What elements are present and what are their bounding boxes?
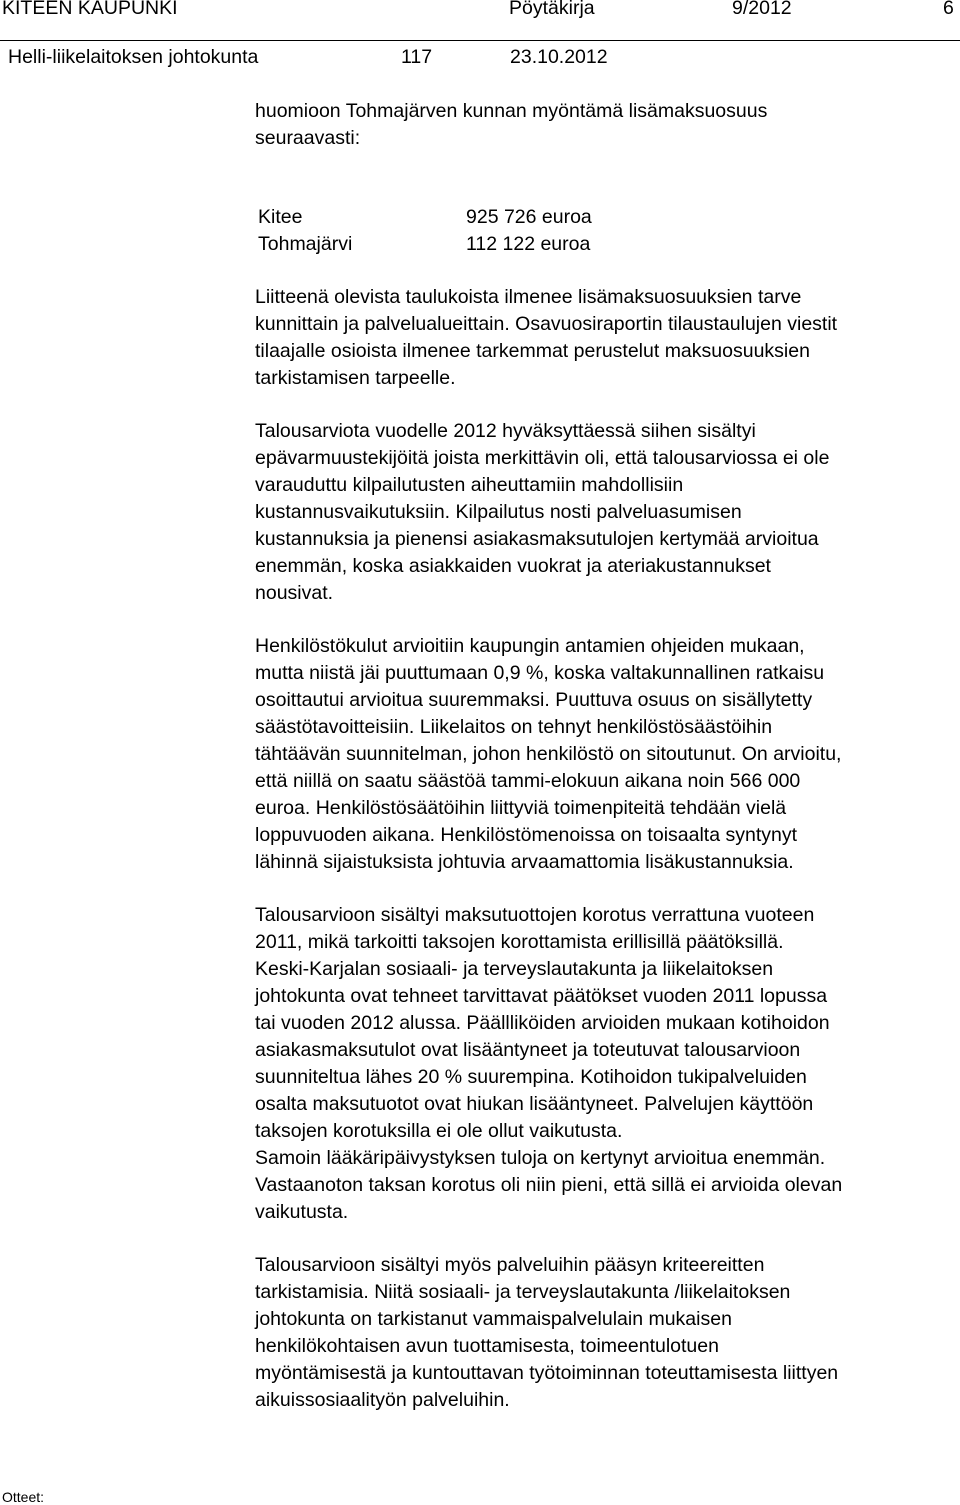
text-line: johtokunta on tarkistanut vammaispalvelulain mukaisen — [255, 1308, 732, 1330]
section-number: 117 — [401, 46, 433, 68]
meeting-date: 23.10.2012 — [510, 46, 608, 68]
doc-type: Pöytäkirja — [509, 0, 595, 19]
paragraph-2 — [255, 418, 955, 607]
amount-value: 112 122 euroa — [466, 233, 591, 255]
municipality-name: Tohmajärvi — [258, 233, 353, 255]
text-line: epävarmuustekijöitä joista merkittävin oli, että talousarviossa ei ole — [255, 447, 830, 469]
text-line: tilaajalle osioista ilmenee tarkemmat perustelut maksuosuuksien — [255, 340, 810, 362]
text-line: kunnittain ja palvelualueittain. Osavuosiraportin tilaustaulujen viestit — [255, 313, 838, 335]
text-line: osoittautui arvioitua suuremmaksi. Puuttuva osuus on sisällytetty — [255, 689, 813, 711]
text-line: Talousarvioon sisältyi maksutuottojen korotus verrattuna vuoteen — [255, 904, 815, 926]
org-name: KITEEN KAUPUNKI — [2, 0, 178, 19]
text-line: loppuvuoden aikana. Henkilöstömenoissa on toisaalta syntynyt — [255, 824, 798, 846]
governing-body: Helli-liikelaitoksen johtokunta — [8, 46, 259, 68]
text-line: Keski-Karjalan sosiaali- ja terveyslautakunta ja liikelaitoksen — [255, 958, 774, 980]
text-line: Liitteenä olevista taulukoista ilmenee lisämaksuosuuksien tarve — [255, 286, 802, 308]
paragraph-5 — [255, 1252, 955, 1414]
text-line: johtokunta ovat tehneet tarvittavat päätökset vuoden 2011 lopussa — [255, 985, 828, 1007]
text-line: tai vuoden 2012 alussa. Päällliköiden arvioiden mukaan kotihoidon — [255, 1012, 830, 1034]
paragraph-3 — [255, 633, 955, 876]
text-line: tarkistamisen tarpeelle. — [255, 367, 456, 389]
text-line: henkilökohtaisen avun tuottamisesta, toimeentulotuen — [255, 1335, 719, 1357]
paragraph-1 — [255, 284, 955, 392]
text-line: kustannuksia ja pienensi asiakasmaksutulojen kertymää arvioitua — [255, 528, 819, 550]
municipality-name: Kitee — [258, 206, 303, 228]
text-line: kustannusvaikutuksiin. Kilpailutus nosti palveluasumisen — [255, 501, 742, 523]
amount-table — [255, 204, 955, 258]
text-line: vaikutusta. — [255, 1201, 349, 1223]
amount-value: 925 726 euroa — [466, 206, 592, 228]
text-line: Talousarvioon sisältyi myös palveluihin pääsyn kriteereitten — [255, 1254, 765, 1276]
page-number: 6 — [943, 0, 954, 19]
text-line: mutta niistä jäi puuttumaan 0,9 %, koska valtakunnallinen ratkaisu — [255, 662, 825, 684]
table-row — [255, 204, 955, 231]
table-row — [255, 231, 955, 258]
document-body — [255, 98, 955, 1414]
text-line: enemmän, koska asiakkaiden vuokrat ja ateriakustannukset — [255, 555, 771, 577]
paragraph-4 — [255, 902, 955, 1226]
text-line: asiakasmaksutulot ovat lisääntyneet ja toteutuvat talousarvioon — [255, 1039, 801, 1061]
footer-label: Otteet: — [2, 1489, 45, 1505]
text-line: tähtäävän suunnitelman, johon henkilöstö on sitoutunut. On arvioitu, — [255, 743, 842, 765]
text-line: myöntämisestä ja kuntouttavan työtoiminnan toteuttamisesta liittyen — [255, 1362, 839, 1384]
doc-number: 9/2012 — [732, 0, 792, 19]
text-line: että niillä on saatu säästöä tammi-elokuun aikana noin 566 000 — [255, 770, 801, 792]
text-line: osalta maksutuotot ovat hiukan lisääntyneet. Palvelujen käyttöön — [255, 1093, 814, 1115]
text-line: seuraavasti: — [255, 127, 361, 149]
text-line: euroa. Henkilöstösäätöihin liittyviä toimenpiteitä tehdään vielä — [255, 797, 787, 819]
text-line: nousivat. — [255, 582, 334, 604]
text-line: taksojen korotuksilla ei ole ollut vaikutusta. — [255, 1120, 623, 1142]
text-line: 2011, mikä tarkoitti taksojen korottamista erillisillä päätöksillä. — [255, 931, 784, 953]
text-line: tarkistamisia. Niitä sosiaali- ja terveyslautakunta /liikelaitoksen — [255, 1281, 791, 1303]
text-line: Samoin lääkäripäivystyksen tuloja on kertynyt arvioitua enemmän. — [255, 1147, 826, 1169]
text-line: suunniteltua lähes 20 % suurempina. Kotihoidon tukipalveluiden — [255, 1066, 807, 1088]
text-line: lähinnä sijaistuksista johtuvia arvaamattomia lisäkustannuksia. — [255, 851, 794, 873]
text-line: säästötavoitteisiin. Liikelaitos on tehnyt henkilöstösäästöihin — [255, 716, 773, 738]
intro-paragraph — [255, 98, 955, 152]
text-line: Talousarviota vuodelle 2012 hyväksyttäessä siihen sisältyi — [255, 420, 756, 442]
text-line: Vastaanoton taksan korotus oli niin pieni, että sillä ei arvioida olevan — [255, 1174, 843, 1196]
header-divider — [0, 40, 960, 41]
text-line: varauduttu kilpailutusten aiheuttamiin mahdollisiin — [255, 474, 684, 496]
text-line: huomioon Tohmajärven kunnan myöntämä lisämaksuosuus — [255, 100, 768, 122]
text-line: aikuissosiaalityön palveluihin. — [255, 1389, 510, 1411]
text-line: Henkilöstökulut arvioitiin kaupungin antamien ohjeiden mukaan, — [255, 635, 805, 657]
